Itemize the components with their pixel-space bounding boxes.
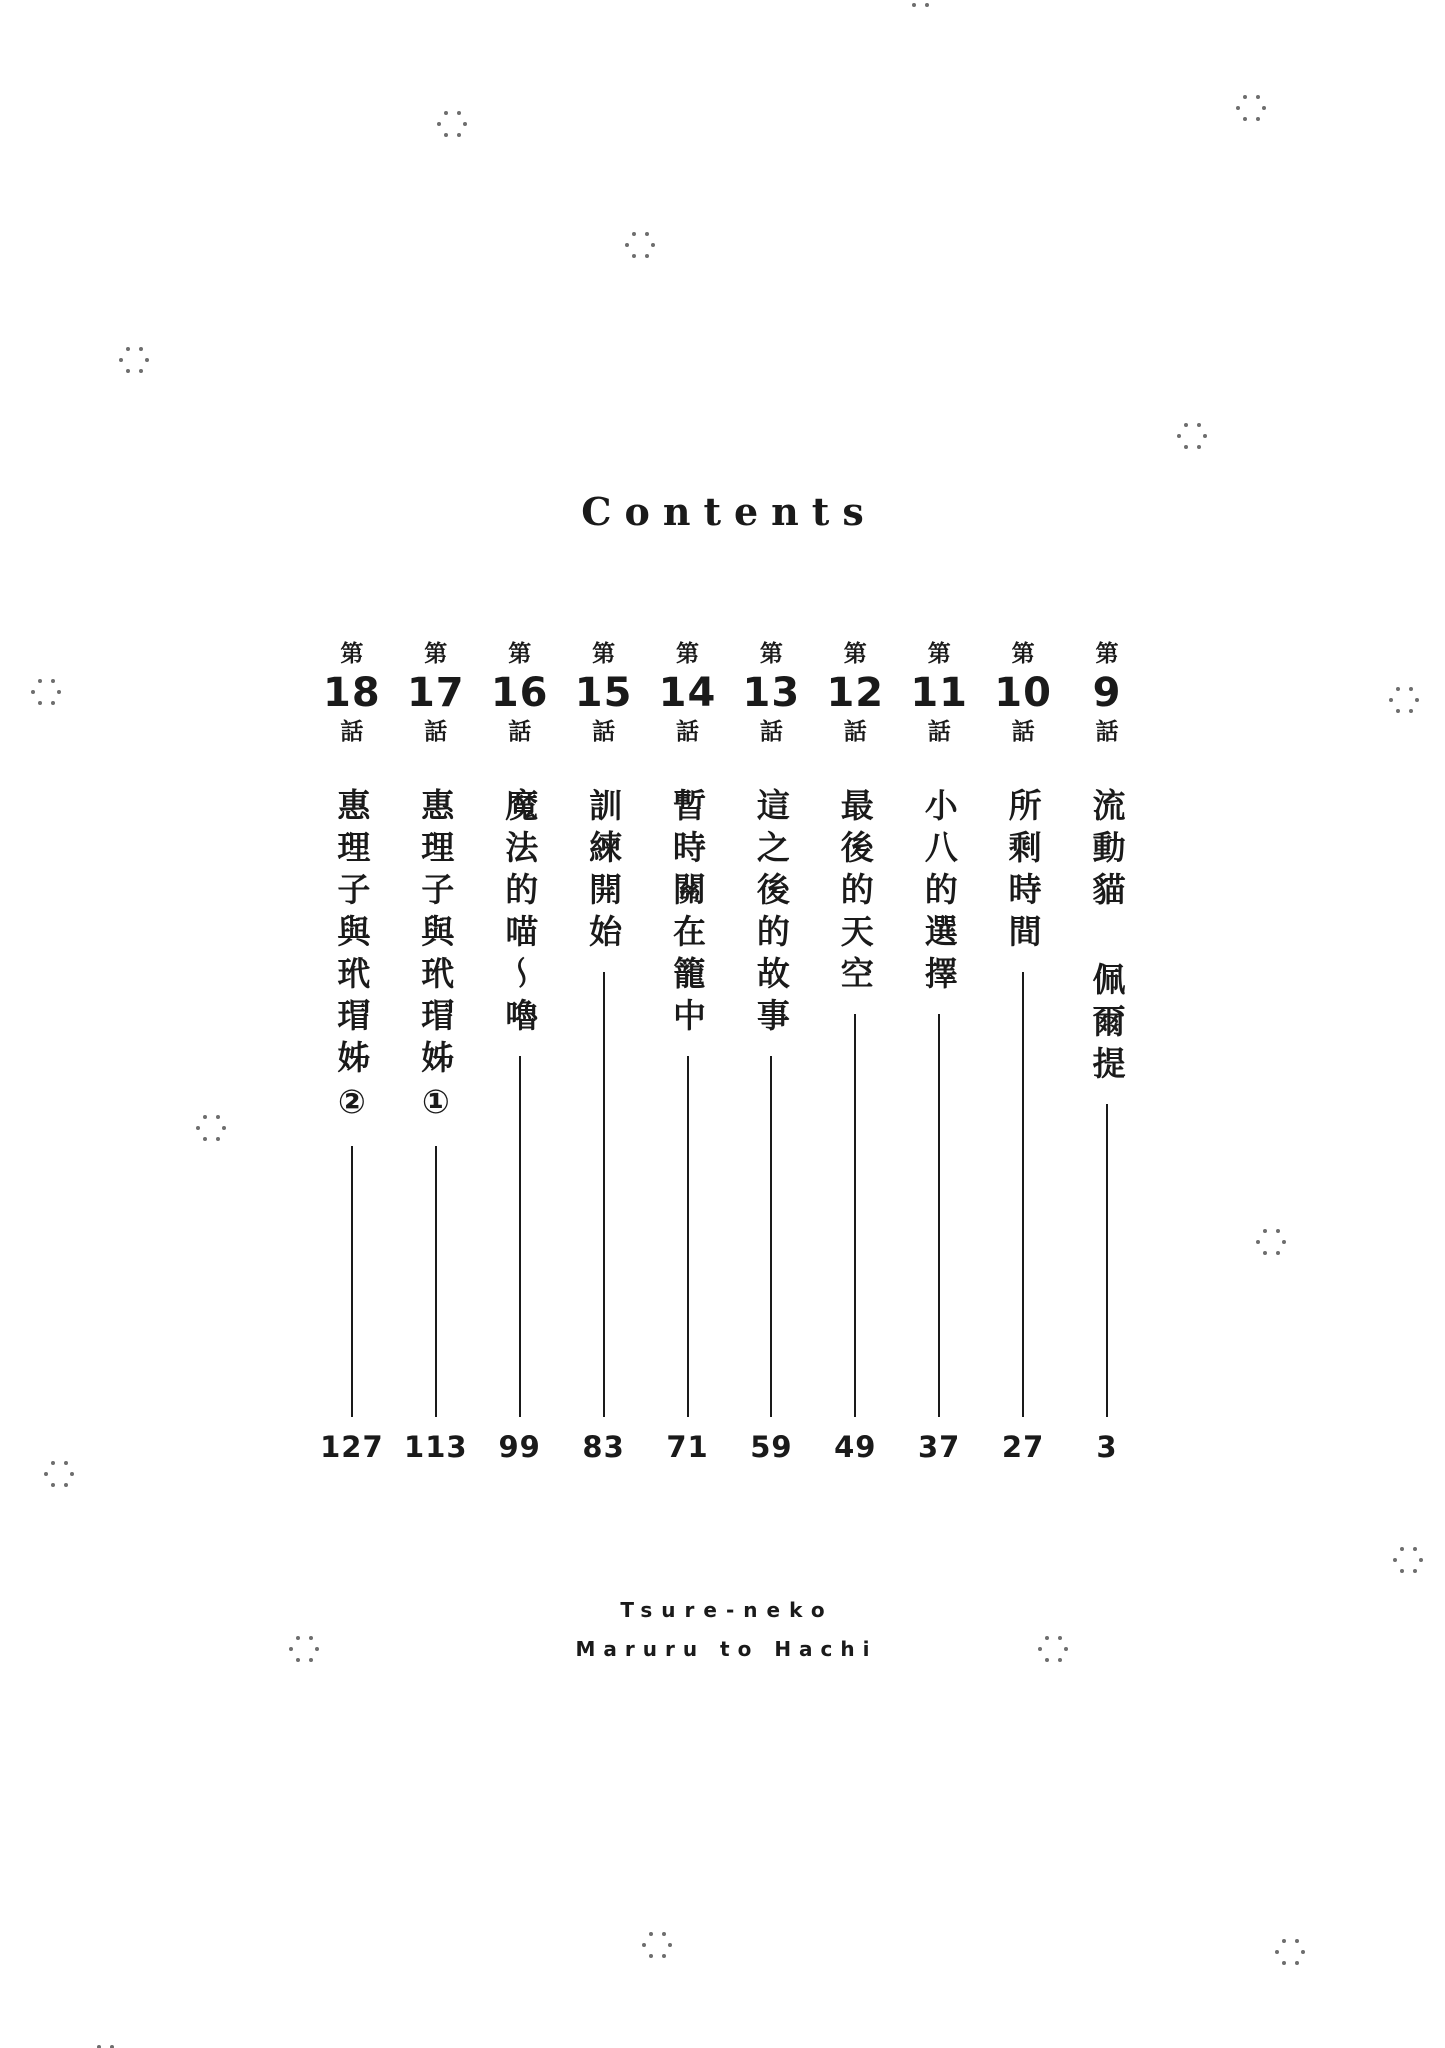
chapter-page-number: 37	[918, 1430, 961, 1464]
chapter-suffix-label: 話	[927, 719, 951, 745]
chapter-rule-line	[854, 1014, 856, 1417]
chapter-prefix-label: 第	[508, 641, 532, 667]
chapter-page-number: 83	[582, 1430, 625, 1464]
chapter-prefix-label: 第	[759, 641, 783, 667]
chapter-entry	[813, 641, 897, 1464]
chapter-page-number: 3	[1096, 1430, 1118, 1464]
chapter-title: 魔法的喵～嚕	[500, 788, 540, 1040]
chapter-title: 所剩時間	[1003, 788, 1043, 956]
chapter-title: 暫時關在籠中	[668, 788, 707, 1040]
chapter-number: 18	[323, 670, 381, 716]
chapter-entry	[897, 641, 981, 1464]
chapter-rule-line	[770, 1056, 772, 1417]
chapter-entry	[310, 641, 394, 1464]
chapter-suffix-label: 話	[340, 719, 364, 745]
chapter-entry	[562, 641, 646, 1464]
chapter-entry	[394, 641, 478, 1464]
chapter-suffix-label: 話	[1011, 719, 1035, 745]
chapter-title: 惠理子與玳瑁姊①	[416, 788, 456, 1130]
chapter-title: 最後的天空	[835, 788, 875, 998]
chapter-prefix-label: 第	[843, 641, 867, 667]
chapter-number: 12	[826, 670, 885, 716]
chapter-rule-line	[687, 1056, 689, 1417]
chapter-title: 小八的選擇	[919, 788, 959, 998]
chapter-entry	[646, 641, 730, 1464]
chapter-suffix-label: 話	[508, 719, 532, 745]
chapter-prefix-label: 第	[676, 641, 699, 667]
chapter-title: 這之後的故事	[751, 788, 791, 1040]
chapter-suffix-label: 話	[592, 719, 616, 745]
chapter-prefix-label: 第	[927, 641, 951, 667]
chapter-page-number: 59	[750, 1430, 793, 1464]
chapter-number: 13	[742, 670, 801, 716]
chapter-suffix-label: 話	[843, 719, 867, 745]
chapter-entry	[729, 641, 813, 1464]
book-title-romaji-line1: Tsure-neko	[620, 1598, 834, 1622]
chapter-page-number: 49	[834, 1430, 877, 1464]
chapter-title: 流動貓 佩爾提	[1087, 788, 1127, 1088]
chapter-number: 15	[574, 670, 633, 716]
chapter-prefix-label: 第	[1095, 641, 1119, 667]
chapter-entry	[478, 641, 562, 1464]
chapter-number: 10	[994, 670, 1052, 716]
chapter-rule-line	[938, 1014, 940, 1417]
chapter-rule-line	[351, 1146, 353, 1417]
chapter-suffix-label: 話	[1095, 719, 1119, 745]
page-title: Contents	[581, 489, 877, 535]
chapter-rule-line	[1106, 1104, 1108, 1417]
chapter-prefix-label: 第	[340, 641, 364, 667]
chapter-number: 14	[658, 670, 717, 716]
chapter-title: 訓練開始	[584, 788, 624, 956]
chapter-page-number: 127	[320, 1430, 384, 1464]
chapter-rule-line	[603, 972, 605, 1417]
chapter-page-number: 113	[404, 1430, 468, 1464]
chapter-title: 惠理子與玳瑁姊②	[332, 788, 372, 1130]
chapter-suffix-label: 話	[676, 719, 699, 745]
chapter-prefix-label: 第	[424, 641, 448, 667]
chapter-entry	[1065, 641, 1149, 1464]
chapter-page-number: 27	[1001, 1430, 1045, 1464]
chapter-page-number: 71	[666, 1430, 709, 1464]
chapter-rule-line	[519, 1056, 521, 1417]
chapter-rule-line	[1022, 972, 1024, 1417]
chapter-suffix-label: 話	[424, 719, 448, 745]
chapter-prefix-label: 第	[1011, 641, 1035, 667]
chapter-number: 16	[490, 670, 549, 716]
book-title-romaji-line2: Maruru to Hachi	[575, 1637, 878, 1661]
chapter-entry	[981, 641, 1065, 1464]
chapter-prefix-label: 第	[592, 641, 616, 667]
chapter-number: 11	[910, 670, 969, 716]
chapter-suffix-label: 話	[759, 719, 783, 745]
chapter-page-number: 99	[498, 1430, 541, 1464]
chapter-number: 17	[406, 670, 465, 716]
chapter-number: 9	[1092, 670, 1122, 716]
book-title-footer	[0, 1600, 1445, 1659]
chapter-rule-line	[435, 1146, 437, 1417]
